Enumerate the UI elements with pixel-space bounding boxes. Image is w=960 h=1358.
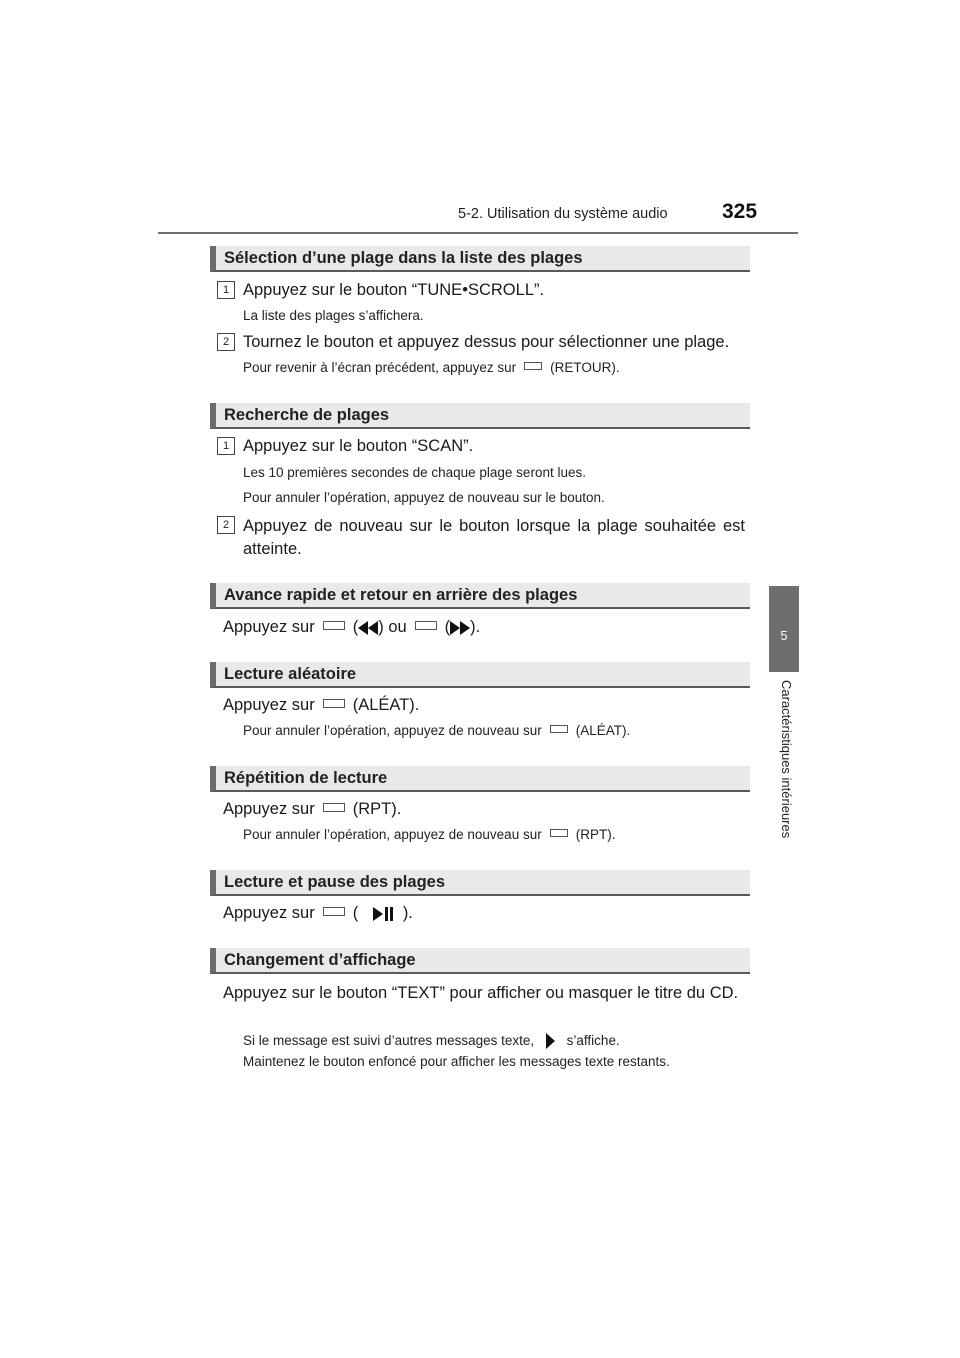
rewind-icon bbox=[358, 618, 378, 636]
right-arrow-icon bbox=[546, 1033, 555, 1048]
step-note: La liste des plages s’affichera. bbox=[243, 308, 424, 323]
section-heading-display bbox=[210, 948, 750, 974]
instruction-text: Appuyez sur le bouton “TEXT” pour afficher ou masquer le titre du CD. bbox=[223, 984, 739, 1002]
header-section-title: 5-2. Utilisation du système audio bbox=[458, 206, 668, 222]
instruction-text: Appuyez sur (ALÉAT). bbox=[223, 696, 420, 714]
section-heading-play-pause bbox=[210, 870, 750, 896]
step-number: 2 bbox=[217, 516, 235, 534]
step-text: Appuyez sur le bouton “TUNE•SCROLL”. bbox=[243, 281, 545, 299]
button-outline-icon bbox=[550, 725, 568, 733]
section-heading-random bbox=[210, 662, 750, 688]
section-title: Lecture aléatoire bbox=[224, 665, 357, 683]
button-outline-icon bbox=[323, 699, 345, 708]
step-note: Pour revenir à l’écran précédent, appuyez sur (RETOUR). bbox=[243, 360, 620, 375]
section-heading-track-list bbox=[210, 246, 750, 272]
chapter-number: 5 bbox=[780, 628, 788, 643]
button-outline-icon bbox=[524, 362, 542, 370]
section-heading-fast-forward bbox=[210, 583, 750, 609]
instruction-text: Appuyez sur (RPT). bbox=[223, 800, 402, 818]
section-title: Répétition de lecture bbox=[224, 769, 388, 787]
step-text: Tournez le bouton et appuyez dessus pour sélectionner une plage. bbox=[243, 333, 730, 351]
section-title: Lecture et pause des plages bbox=[224, 873, 446, 891]
button-outline-icon bbox=[323, 907, 345, 916]
step-note: Pour annuler l’opération, appuyez de nouveau sur le bouton. bbox=[243, 490, 605, 505]
button-outline-icon bbox=[550, 829, 568, 837]
play-pause-icon bbox=[373, 904, 393, 922]
chapter-label: Caractéristiques intérieures bbox=[779, 680, 794, 839]
instruction-text: Appuyez sur ( ). bbox=[223, 904, 413, 922]
step-text: Appuyez sur le bouton “SCAN”. bbox=[243, 437, 474, 455]
step-text: Appuyez de nouveau sur le bouton lorsque la plage souhaitée est atteinte. bbox=[243, 517, 745, 558]
step-number: 1 bbox=[217, 437, 235, 455]
section-title: Sélection d’une plage dans la liste des plages bbox=[224, 249, 583, 267]
section-heading-repeat bbox=[210, 766, 750, 792]
page-number: 325 bbox=[722, 200, 758, 223]
instruction-text: Appuyez sur ( ) ou ( ). bbox=[223, 618, 481, 636]
section-heading-scan bbox=[210, 403, 750, 429]
section-title: Recherche de plages bbox=[224, 406, 390, 424]
section-title: Changement d’affichage bbox=[224, 951, 416, 969]
step-note: Les 10 premières secondes de chaque plage seront lues. bbox=[243, 465, 586, 480]
instruction-note: Pour annuler l’opération, appuyez de nouveau sur (RPT). bbox=[243, 827, 616, 842]
section-title: Avance rapide et retour en arrière des plages bbox=[224, 586, 578, 604]
button-outline-icon bbox=[323, 803, 345, 812]
instruction-note: Si le message est suivi d’autres messages texte, s’affiche. bbox=[243, 1033, 620, 1048]
header-rule bbox=[158, 232, 798, 234]
button-outline-icon bbox=[323, 621, 345, 630]
fast-forward-icon bbox=[450, 618, 470, 636]
instruction-note: Maintenez le bouton enfoncé pour afficher les messages texte restants. bbox=[243, 1054, 670, 1069]
instruction-note: Pour annuler l’opération, appuyez de nouveau sur (ALÉAT). bbox=[243, 723, 631, 738]
step-number: 1 bbox=[217, 281, 235, 299]
button-outline-icon bbox=[415, 621, 437, 630]
step-number: 2 bbox=[217, 333, 235, 351]
